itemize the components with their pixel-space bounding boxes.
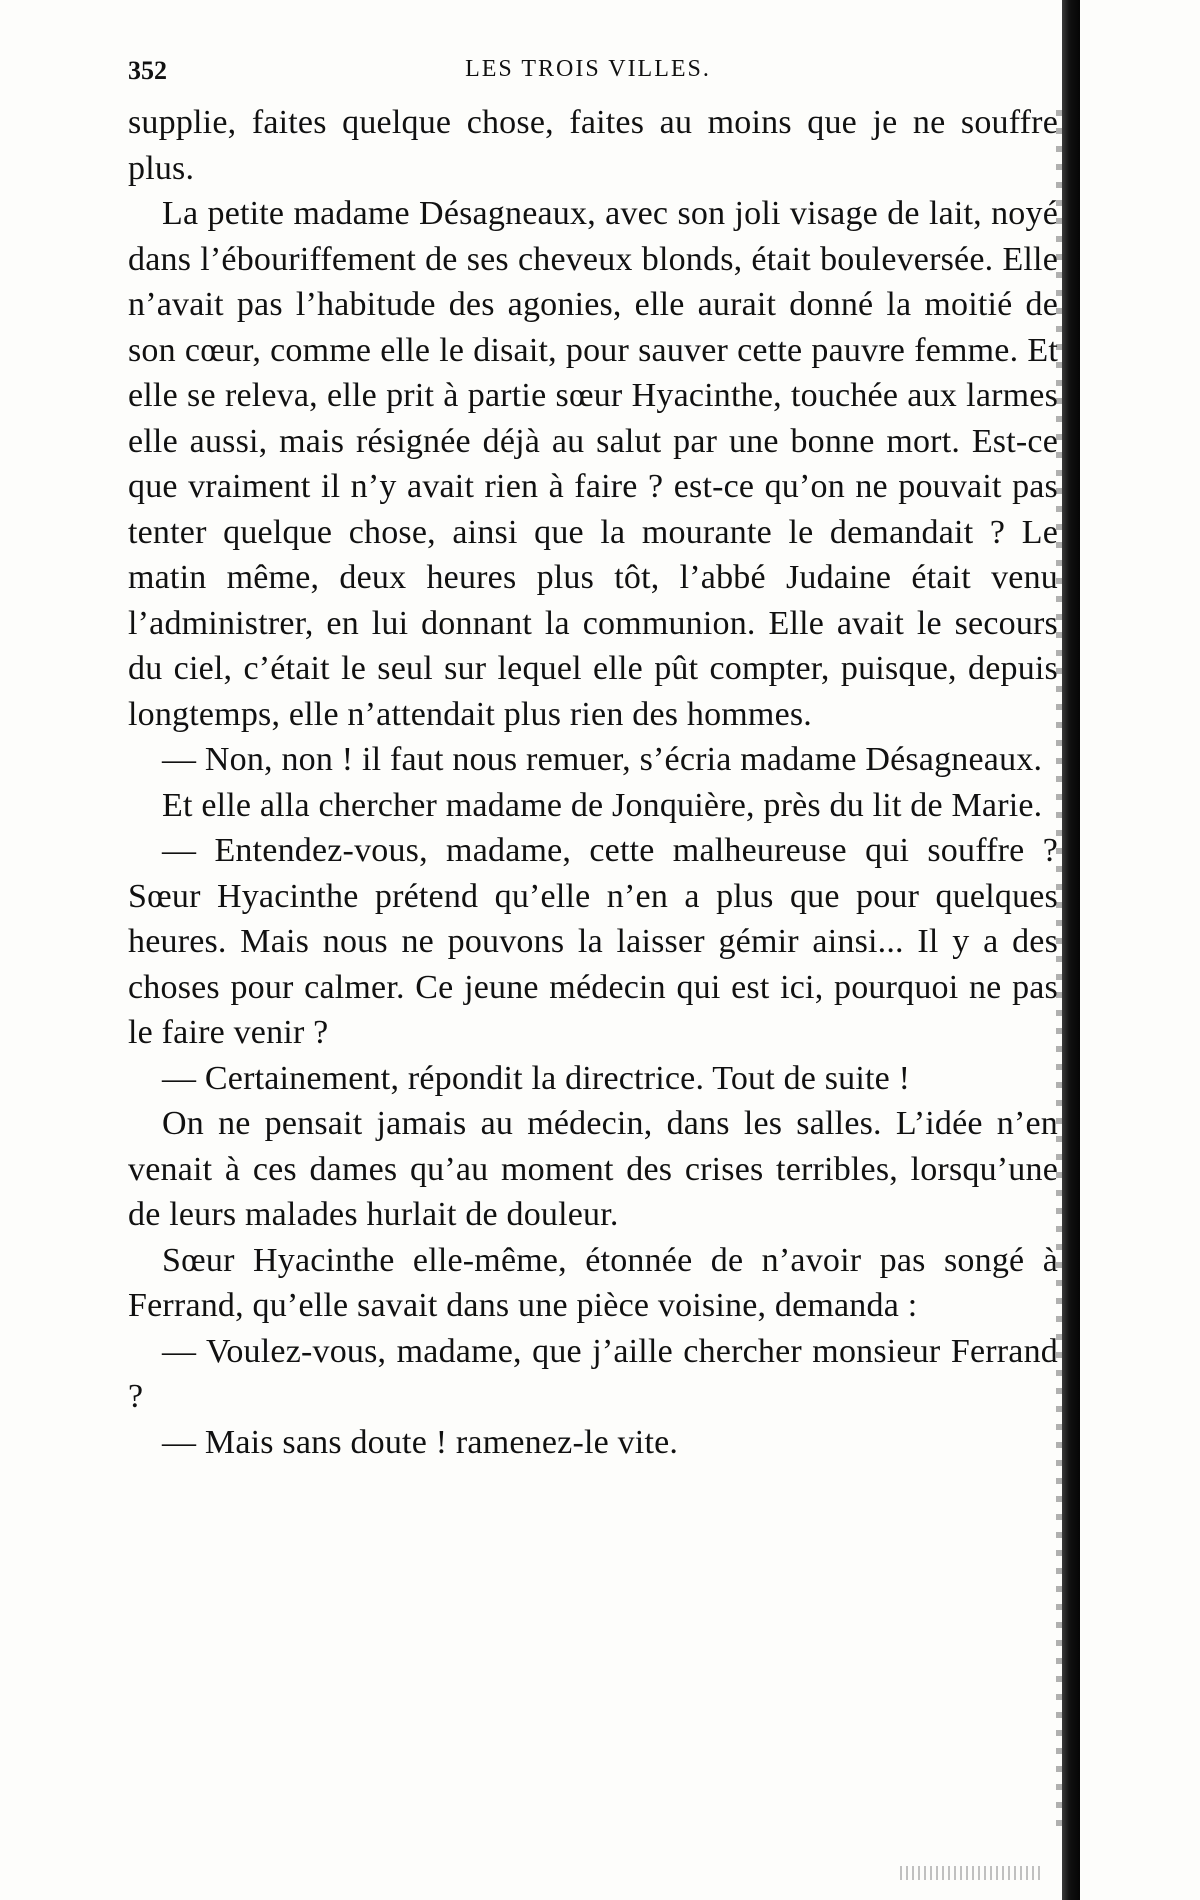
running-title: LES TROIS VILLES.	[465, 56, 711, 82]
paragraph: — Certainement, répondit la directrice. Tout de suite !	[162, 1059, 911, 1097]
scan-specks	[900, 1866, 1040, 1880]
paragraph: Et elle alla chercher madame de Jonquière, près du lit de Marie.	[162, 786, 1043, 824]
body-text	[128, 100, 1058, 1465]
paragraph: On ne pensait jamais au médecin, dans les salles. L’idée n’en venait à ces dames qu’au moment des crises terribles, lorsqu’une de leurs malades hurlait de douleur.	[128, 1105, 1058, 1233]
page-number: 352	[128, 56, 167, 85]
paragraph: — Voulez-vous, madame, que j’aille chercher monsieur Ferrand ?	[128, 1332, 1058, 1415]
page-edge-shadow	[1062, 0, 1080, 1900]
paragraph: — Entendez-vous, madame, cette malheureuse qui souffre ? Sœur Hyacinthe prétend qu’elle n’en a plus que pour quelques heures. Mais nous ne pouvons la laisser gémir ainsi... Il y a des choses pour calmer. Ce jeune médecin qui est ici, pourquoi ne pas le faire venir ?	[128, 832, 1058, 1051]
page-header	[128, 56, 1048, 90]
paragraph: supplie, faites quelque chose, faites au moins que je ne souffre plus.	[128, 104, 1058, 187]
paragraph: Sœur Hyacinthe elle-même, étonnée de n’avoir pas songé à Ferrand, qu’elle savait dans une pièce voisine, demanda :	[128, 1241, 1058, 1324]
paragraph: — Non, non ! il faut nous remuer, s’écria madame Désagneaux.	[162, 741, 1043, 778]
paragraph: La petite madame Désagneaux, avec son joli visage de lait, noyé dans l’ébouriffement de ses cheveux blonds, était bouleversée. Elle n’avait pas l’habitude des agonies, elle aurait donné la moitié de son cœur, comme elle le disait, pour sauver cette pauvre femme. Et elle se releva, elle prit à partie sœur Hyacinthe, touchée aux larmes elle aussi, mais résignée déjà au salut par une bonne mort. Est-ce que vraiment il n’y avait rien à faire ? est-ce qu’on ne pouvait pas tenter quelque chose, ainsi que la mourante le demandait ? Le matin même, deux heures plus tôt, l’abbé Judaine était venu l’administrer, en lui donnant la communion. Elle avait le secours du ciel, c’était le seul sur lequel elle pût compter, puisque, depuis longtemps, elle n’attendait plus rien des hommes.	[128, 195, 1058, 733]
paragraph: — Mais sans doute ! ramenez-le vite.	[162, 1423, 679, 1461]
